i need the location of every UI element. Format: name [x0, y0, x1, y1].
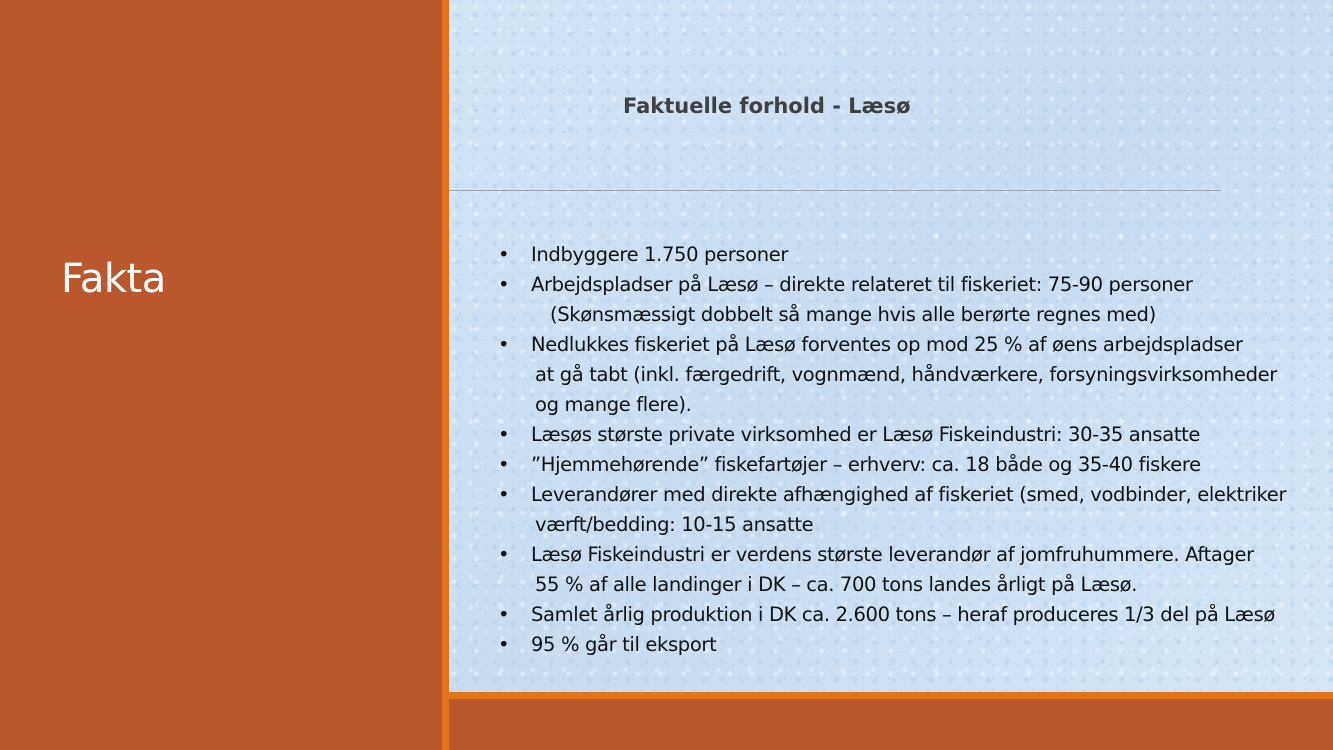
bullet-list — [496, 240, 1333, 660]
bullet-item — [496, 450, 1333, 480]
bullet-dot: • — [498, 543, 510, 566]
bullet-dot: • — [498, 423, 510, 446]
bullet-dot: • — [498, 273, 510, 296]
bullet-text: ”Hjemmehørende” fiskefartøjer – erhverv: ca. 18 både og 35-40 fiskere — [531, 453, 1201, 476]
bullet-text-continuation: at gå tabt (inkl. færgedrift, vognmænd, håndværkere, forsyningsvirksomheder — [535, 363, 1277, 386]
section-title: Fakta — [61, 256, 166, 302]
bullet-text: Læsøs største private virksomhed er Læsø Fiskeindustri: 30-35 ansatte — [531, 423, 1201, 446]
slide-heading: Faktuelle forhold - Læsø — [623, 94, 911, 118]
bullet-text: Leverandører med direkte afhængighed af fiskeriet (smed, vodbinder, elektriker — [531, 483, 1287, 506]
left-panel — [0, 0, 442, 750]
bullet-dot: • — [498, 453, 510, 476]
bullet-item — [496, 420, 1333, 450]
bullet-text: 95 % går til eksport — [531, 633, 717, 656]
bullet-dot: • — [498, 603, 510, 626]
horizontal-divider — [449, 692, 1333, 699]
bullet-text: Nedlukkes fiskeriet på Læsø forventes op mod 25 % af øens arbejdspladser — [531, 333, 1243, 356]
bullet-text-continuation: og mange flere). — [535, 393, 692, 416]
bullet-text-continuation: værft/bedding: 10-15 ansatte — [535, 513, 814, 536]
bullet-dot: • — [498, 633, 510, 656]
bullet-item — [496, 540, 1333, 600]
bullet-item — [496, 480, 1333, 540]
heading-rule — [449, 190, 1221, 191]
bullet-item — [496, 630, 1333, 660]
bullet-dot: • — [498, 483, 510, 506]
bullet-item — [496, 600, 1333, 630]
bullet-dot: • — [498, 243, 510, 266]
bullet-item — [496, 240, 1333, 270]
bottom-panel — [449, 699, 1333, 750]
bullet-item — [496, 330, 1333, 420]
bullet-text: Samlet årlig produktion i DK ca. 2.600 tons – heraf produceres 1/3 del på Læsø — [531, 603, 1275, 626]
bullet-item — [496, 270, 1333, 330]
bullet-text: Arbejdspladser på Læsø – direkte relateret til fiskeriet: 75-90 personer — [531, 273, 1193, 296]
bullet-text: Indbyggere 1.750 personer — [531, 243, 789, 266]
bullet-text-continuation: (Skønsmæssigt dobbelt så mange hvis alle berørte regnes med) — [550, 303, 1156, 326]
bullet-text-continuation: 55 % af alle landinger i DK – ca. 700 tons landes årligt på Læsø. — [535, 573, 1138, 596]
bullet-text: Læsø Fiskeindustri er verdens største leverandør af jomfruhummere. Aftager — [531, 543, 1254, 566]
bullet-dot: • — [498, 333, 510, 356]
vertical-divider — [442, 0, 449, 750]
